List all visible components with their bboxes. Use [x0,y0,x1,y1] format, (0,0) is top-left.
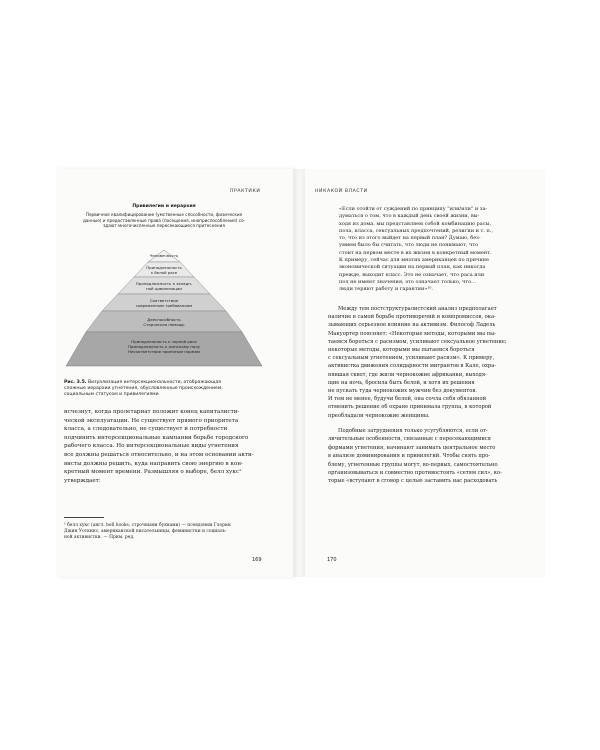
body-line: кретный момент времени. Размышляя о выборе, белл хукс¹ [64,469,242,476]
pyramid-tier-text: Принадлежность к женскому полу [128,344,200,349]
body-line: блему, угнетенные группы могут, во-первых, самостоятельно [328,461,498,468]
quote-line: пола, класса, сексуальных предпочтений, религии и т. п., [339,227,493,234]
body-line: с сексуальным угнетением, усиливают расизм». К примеру, [328,355,495,362]
body-line: рабочего класса. Но интерсекциональные виды угнетения [64,443,239,450]
pyramid-tier-label [119,298,209,308]
footnote-rule [64,517,104,518]
quote-line: умием было бы считать, что люди не понимают, что [339,242,479,249]
page-number-left: 169 [252,557,262,563]
body-line: Подобные затруднения только усугубляются, если от- [338,428,488,434]
body-line: нявшая сквот, где жили чернокожие африканки, выходя- [328,371,487,378]
figure-caption [64,380,262,399]
quote-line: ходя из дома, мы представляем собой комбинацию расы, [339,220,492,227]
figure-subtitle-line: Первичное квалифицирование (умственные способности, физические [85,212,243,217]
body-line: отменить решение об охране принимала группа, в которой [328,404,492,411]
figure-caption-text: социальным статусом и привилегиями [64,392,159,398]
body-line: класса, а следовательно, не существует и потребности [64,426,228,433]
running-head-left: ПРАКТИКИ [230,189,261,194]
pyramid-tier-text: современным требованиям [135,303,193,308]
pyramid-tier-text: ной цивилизации [146,286,182,291]
quote-line: пол не имеют значения; это означает только, что... [339,278,476,285]
right-body-text-2 [328,427,528,486]
body-line: не пускать туда чернокожих мужчин без документов. [328,388,477,395]
blockquote [339,206,525,294]
body-line: преобладали чернокожие женщины. [328,412,430,419]
body-line: наличие в самой борьбе противоречий и компромиссов, ока- [328,314,496,321]
quote-line: стоит на первом месте в их жизни в конкретный момент. [339,249,492,256]
figure-subtitle [64,212,264,229]
pyramid-tier-text: Соответствие [149,298,179,303]
quote-line: то, что из этого выйдет на первый план? Думаю, без- [339,235,481,242]
body-line: в анализе доминирования и привилегий. Чтобы снять про- [328,453,491,460]
body-line: все должны решаться относительно, и на этом основании акти- [64,451,254,458]
pyramid-tier-text: Принадлежность [146,265,182,270]
pyramid-tier-text: Дееспособность [147,317,181,322]
body-line: Между тем постструктуралистский анализ предполагает [338,306,497,312]
left-page [56,169,294,577]
body-line: активистка движения солидарности мигрантов в Кале, охра- [328,363,497,370]
body-line: некоторые методы, которыми мы пытаемся бороться [328,347,475,354]
figure-caption-text: Визуализация интерсекциональности, отображающая [86,380,222,385]
quote-line: экономической ситуации на первый план, как никогда [339,264,486,271]
footnote-line: ной активистки. — Прим. ред. [64,535,135,541]
figure-subtitle-line: данные) и предоставленные права (посещения, иноприспособления) со- [82,217,246,223]
body-line: таемся бороться с расизмом, усиливают сексуальное угнетение; [328,338,507,345]
body-line: висты должны решить, куда направить свою энергию в кон- [64,460,243,467]
body-line: организовываться и совместно противостоять «сетям сил», ко- [328,470,502,477]
body-line: Макуортер поясняет: «Некоторые методы, которыми мы пы- [328,330,496,337]
body-line: личительные особенности, связанные с пересекающимися [328,436,491,443]
pyramid-tier-text: Старческая немощь [143,322,185,327]
pyramid-tier-text: Несоответствие принятым нормам [128,349,200,354]
footnote-line: ¹ белл хукс (англ. bell hooks, строчными буквами) — псевдоним Глории [64,523,231,528]
pyramid-tier-label [129,265,199,275]
page-number-right: 170 [327,557,337,563]
body-line: подчинить интерсекциональные кампании борьбе городского [64,434,249,441]
pyramid-tier-text: к белой расе [150,270,178,275]
pyramid-tier-label [124,281,204,291]
quote-line: К примеру, сейчас для многих американцев по причине [339,257,489,264]
running-head-right: НИКАКОЙ ВЛАСТИ [315,189,368,194]
footnote [64,523,262,542]
left-body-text [64,408,262,485]
body-line: И тем не менее, будучи белой, она сочла себя обязанной [328,396,487,403]
pyramid-tier-text: Человечность [149,253,179,258]
body-line: ческой эксплуатации. Не существует прямого приоритета [64,417,239,424]
pyramid-tier-label [114,317,214,327]
quote-line: думаться о том, что в каждый день своей жизни, вы- [339,213,480,220]
quote-line: прежде, выходит класс. Это не означает, что раса или [339,271,485,278]
body-line: формами угнетения, начинают занимать центральное место [328,444,496,451]
figure-caption-label: Рис. 3.5. [64,380,87,385]
body-line: утверждает: [64,477,101,484]
body-line: щие на ночь, бросила быть белой, и хотя их решения [328,379,475,386]
figure-caption-text: сложные иерархии угнетения, обусловленные происхождением, [64,386,223,392]
quote-line: люди теряют работу и гарантии»¹⁰. [339,286,433,293]
figure-title: Привилегии и иерархия [132,204,196,209]
body-line: торые «вступают в сговор с целью заставить нас расходовать [328,478,498,485]
pyramid-tier-text: Принадлежность к черной расе [131,339,197,344]
quote-line: «Если отойти от суждений по принципу "или/или" и за- [339,206,488,212]
footnote-line: Джин Уоткинс, американской писательницы, феминистки и социаль- [64,529,227,535]
pyramid-tier-label [134,253,194,258]
body-line: исчезнут, когда пролетариат положит конец капиталисти- [64,409,240,415]
right-body-text [328,305,528,420]
pyramid-tier-text: Принадлежность к западн- [135,281,193,286]
pyramid-tier-label [104,339,224,354]
body-line: зывающих серьезное влияние на активизм. Философ Ладель [328,322,496,329]
figure-subtitle-line: здают многочисленные пересекающиеся притеснения [103,223,225,229]
